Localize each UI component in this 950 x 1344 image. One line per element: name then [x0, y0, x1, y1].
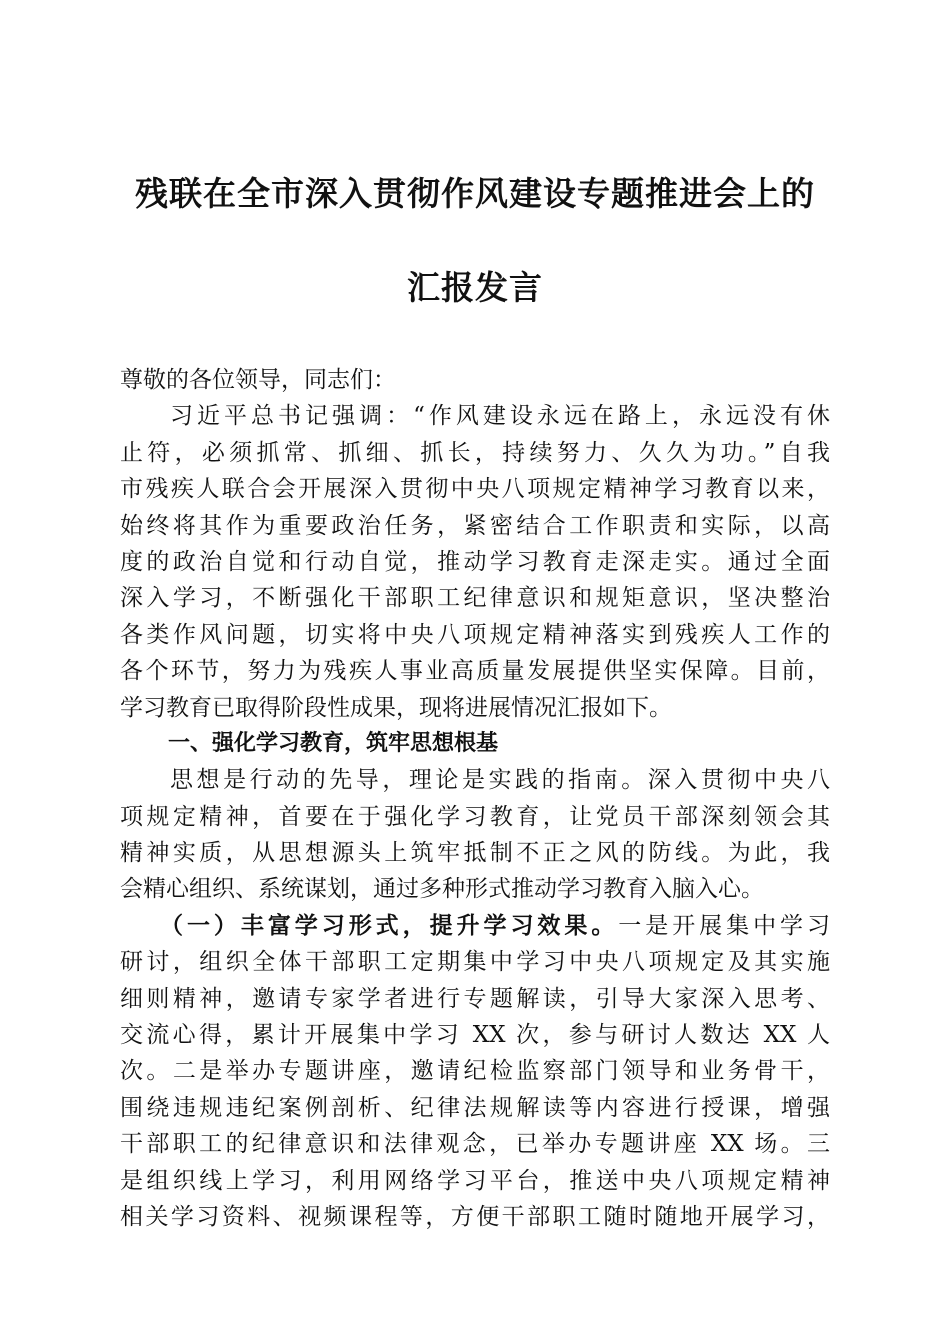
paragraph-3-first-line — [120, 908, 830, 944]
paragraph-1-line: 度的政治自觉和行动自觉，推动学习教育走深走实。通过全面 — [120, 548, 830, 575]
subsection-lead: （一）丰富学习形式，提升学习效果。 — [160, 911, 619, 939]
paragraph-1-line: 始终将其作为重要政治任务，紧密结合工作职责和实际，以高 — [120, 512, 830, 539]
paragraph-1-line: 各类作风问题，切实将中央八项规定精神落实到残疾人工作的 — [120, 621, 830, 648]
paragraph-3-line: 研讨，组织全体干部职工定期集中学习中央八项规定及其实施 — [120, 949, 830, 976]
paragraph-1-line: 市残疾人联合会开展深入贯彻中央八项规定精神学习教育以来， — [120, 476, 830, 503]
greeting: 尊敬的各位领导，同志们： — [120, 367, 396, 393]
paragraph-1-line: 习近平总书记强调：“作风建设永远在路上，永远没有休 — [170, 403, 830, 430]
paragraph-3-line: 次。二是举办专题讲座，邀请纪检监察部门领导和业务骨干， — [120, 1058, 830, 1085]
document-title-line-1: 残联在全市深入贯彻作风建设专题推进会上的 — [135, 174, 815, 213]
paragraph-3-first-line-rest: 一是开展集中学习 — [618, 912, 830, 939]
paragraph-1-line: 各个环节，努力为残疾人事业高质量发展提供坚实保障。目前， — [120, 658, 830, 685]
section-heading-1: 一、强化学习教育，筑牢思想根基 — [168, 730, 499, 756]
document-title-line-2: 汇报发言 — [407, 268, 543, 307]
paragraph-3-line: 干部职工的纪律意识和法律观念，已举办专题讲座 XX 场。三 — [120, 1131, 830, 1158]
paragraph-2-line: 项规定精神，首要在于强化学习教育，让党员干部深刻领会其 — [120, 803, 830, 830]
paragraph-3-line: 是组织线上学习，利用网络学习平台，推送中央八项规定精神 — [120, 1167, 830, 1194]
paragraph-1-line: 学习教育已取得阶段性成果，现将进展情况汇报如下。 — [120, 694, 672, 721]
paragraph-1-line: 深入学习，不断强化干部职工纪律意识和规矩意识，坚决整治 — [120, 585, 830, 612]
paragraph-3-line: 交流心得，累计开展集中学习 XX 次，参与研讨人数达 XX 人 — [120, 1022, 830, 1049]
paragraph-2-line: 思想是行动的先导，理论是实践的指南。深入贯彻中央八 — [170, 767, 830, 794]
paragraph-3-line: 细则精神，邀请专家学者进行专题解读，引导大家深入思考、 — [120, 985, 830, 1012]
paragraph-2-line: 会精心组织、系统谋划，通过多种形式推动学习教育入脑入心。 — [120, 876, 764, 903]
paragraph-2-line: 精神实质，从思想源头上筑牢抵制不正之风的防线。为此，我 — [120, 840, 830, 867]
paragraph-1-line: 止符，必须抓常、抓细、抓长，持续努力、久久为功。”自我 — [120, 439, 830, 466]
paragraph-3-line: 围绕违规违纪案例剖析、纪律法规解读等内容进行授课，增强 — [120, 1094, 830, 1121]
paragraph-3-line: 相关学习资料、视频课程等，方便干部职工随时随地开展学习， — [120, 1203, 830, 1230]
document-body — [120, 362, 830, 1235]
